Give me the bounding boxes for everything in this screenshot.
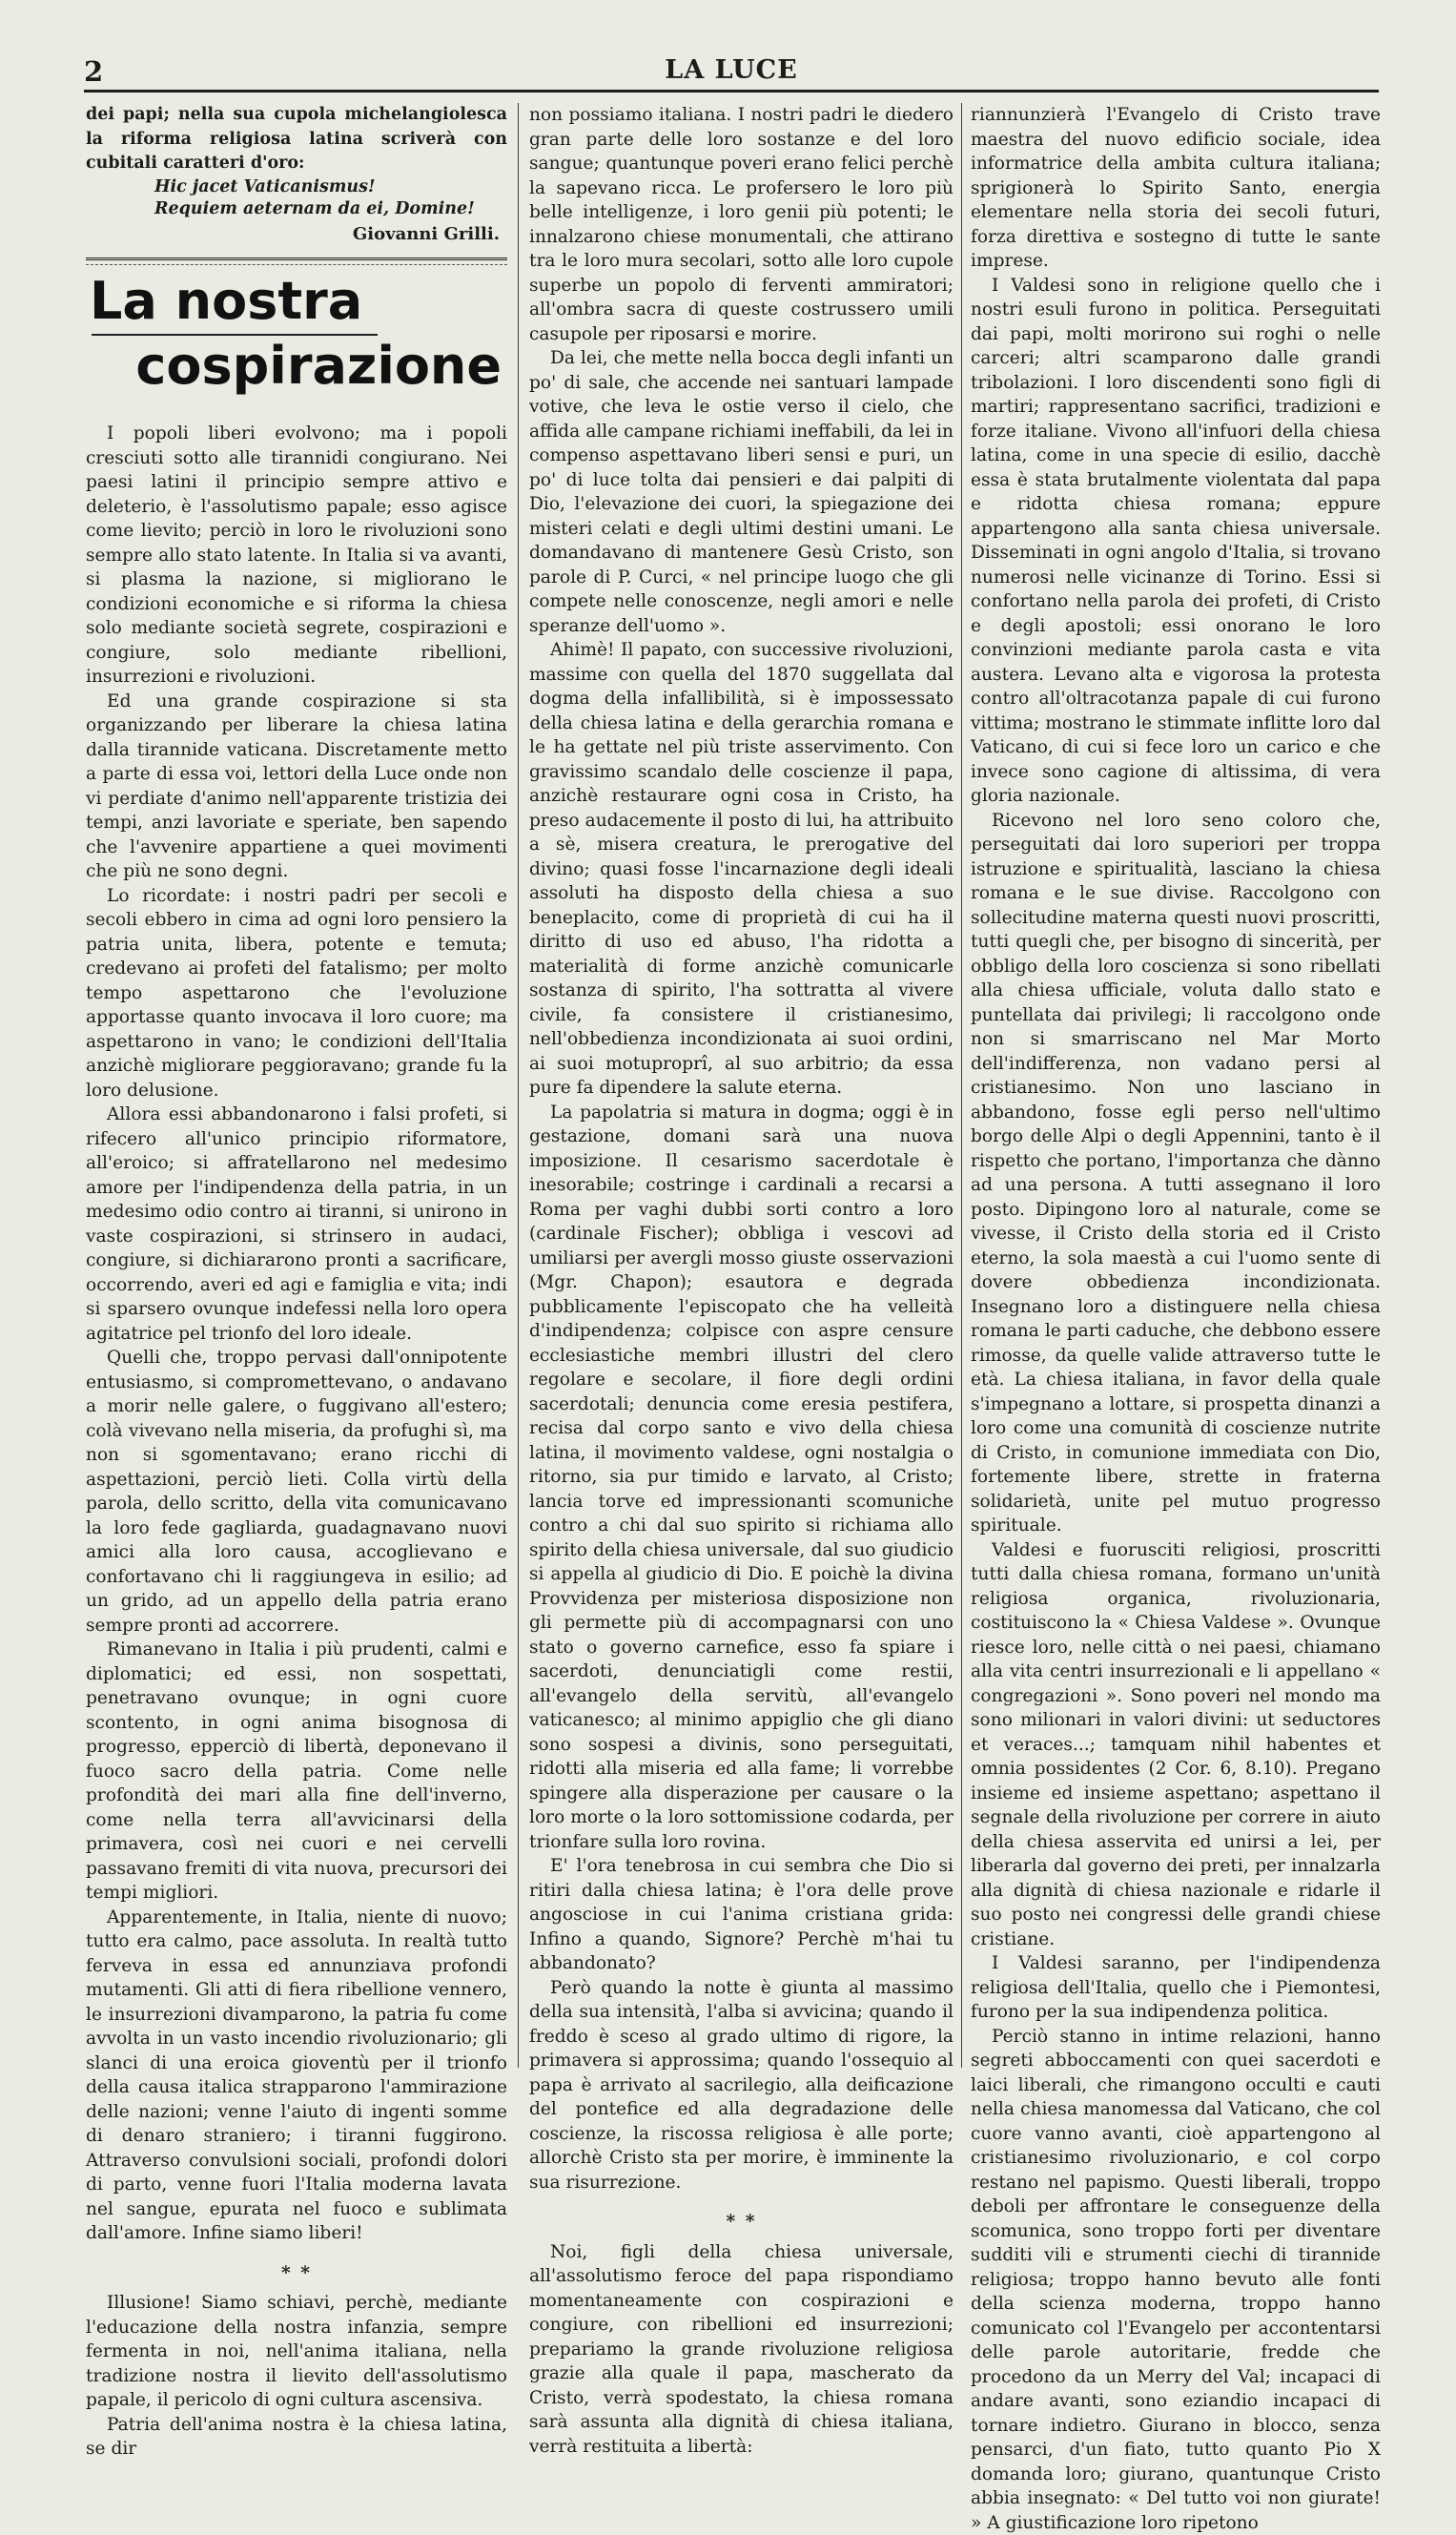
latin-epitaph-line: Hic jacet Vaticanismus! [86,176,507,198]
article-paragraph: Illusione! Siamo schiavi, perchè, mediante l'educazione della nostra infanzia, sempre fermenta in noi, nell'anima italiana, nella tradizione nostra il lievito dell'assolutismo papale, il pericolo di ogni cultura ascensiva. [86,2291,507,2413]
article-title-line: cospirazione [86,336,507,397]
article-paragraph: I Valdesi sono in religione quello che i nostri esuli furono in politica. Perseguitati dai papi, molti morirono sui roghi o nelle carceri; altri scamparono dalle grandi tribolazioni. I loro discendenti sono figli di martiri; rappresentano sacrifici, tradizioni e forze italiane. Vivono all'infuori della chiesa latina, come in una specie di esilio, dacchè essa è stata brutalmente violentata dal papa e ridotta chiesa romana; eppure appartengono alla santa chiesa universale. Disseminati in ogni angolo d'Italia, si trovano numerosi nelle vicinanze di Torino. Essi si confortano nella parola dei profeti, di Cristo e degli apostoli; essi onorano le loro convinzioni mediante parola casta e vita austera. Levano alta e vigorosa la protesta contro all'oltracotanza papale di cui furono vittima; mostrano le stimmate inflitte loro dal Vaticano, di cui si fece loro un carico e che invece sono cagione di altissima, di vera gloria nazionale. [971,274,1381,809]
article-paragraph: Ed una grande cospirazione si sta organizzando per liberare la chiesa latina dalla tirannide vaticana. Discretamente metto a parte di essa voi, lettori della Luce onde non vi perdiate d'animo nell'apparente tristizia dei tempi, anzi lavoriate e speriate, ben sapendo che l'avvenire appartiene a quei movimenti che più ne sono degni. [86,690,507,884]
column-divider [518,103,519,2068]
article-paragraph: Perciò stanno in intime relazioni, hanno segreti abboccamenti con quei sacerdoti e laici liberali, che rimangono occulti e cauti nella chiesa manomessa dal Vaticano, che col cuore vanno avanti, cioè appartengono al cristianesimo rivoluzionario, e col corpo restano nel papismo. Questi liberali, troppo deboli per affrontare le conseguenze della scomunica, sono troppo forti per diventare sudditi vili e strumenti ciechi di tirannide religiosa; troppo hanno bevuto alle fonti della scienza moderna, troppo hanno comunicato col l'Evangelo per accontentarsi delle parole autoritarie, fredde che procedono da un Merry del Val; incapaci di andare avanti, sono eziandio incapaci di tornare indietro. Giurano in blocco, senza pensarci, d'un fiato, tutto quanto Pio X domanda loro; giurano, quantunque Cristo abbia insegnato: « Del tutto voi non giurate! » A giustificazione loro ripetono [971,2025,1381,2535]
article-paragraph: Apparentemente, in Italia, niente di nuovo; tutto era calmo, pace assoluta. In realtà tutto ferveva in essa ed annunziava profondi mutamenti. Gli atti di fiera ribellione vennero, le insurrezioni divamparono, la patria fu come avvolta in un vasto incendio rivoluzionario; gli slanci di una eroica gioventù per il trionfo della causa italica strapparono l'ammirazione delle nazioni; venne l'aiuto di ingenti somme di denaro straniero; i tiranni fuggirono. Attraverso convulsioni sociali, profondi dolori di parto, venne fuori l'Italia moderna lavata nel sangue, epurata nel fuoco e sublimata dall'amore. Infine siamo liberi! [86,1906,507,2246]
previous-article-ending: dei papi; nella sua cupola michelangiolesca la riforma religiosa latina scriverà con cubitali caratteri d'oro: [86,103,507,176]
article-paragraph: Però quando la notte è giunta al massimo della sua intensità, l'alba si avvicina; quando il freddo è sceso al grado ultimo di rigore, la primavera si approssima; quando l'ossequio al papa è arrivato al sacrilegio, alla deificazione del pontefice ed alla degradazione delle coscienze, la riscossa religiosa è alle porte; allorchè Cristo sta per morire, è imminente la sua risurrezione. [529,1976,954,2195]
article-paragraph: Allora essi abbandonarono i falsi profeti, si rifecero all'unico principio riformatore, all'eroico; si affratellarono nel medesimo amore per l'indipendenza della patria, in un medesimo odio contro ai tiranni, si unirono in vaste cospirazioni, si strinsero in audaci, congiure, si dichiararono pronti a sacrificare, occorrendo, averi ed agi e famiglia e vita; indi si sparsero ovunque indefessi nella loro opera agitatrice pel trionfo del loro ideale. [86,1103,507,1346]
article-paragraph: non possiamo italiana. I nostri padri le diedero gran parte delle loro sostanze e del loro sangue; quantunque poveri erano felici perchè la sapevano ricca. Le profersero le loro più belle intelligenze, i loro genii più potenti; le innalzarono chiese monumentali, che attirano tra le loro mura secolari, sotto alle loro cupole superbe un popolo di ferventi ammiratori; all'ombra sacra di queste costrussero umili casupole per riposarsi e morire. [529,103,954,346]
article-title-line: La nostra [86,271,507,332]
header-rule [84,90,1379,93]
article-title [86,271,507,397]
section-asterism: * * [529,2210,954,2235]
page-number: 2 [84,55,103,88]
article-paragraph: I Valdesi saranno, per l'indipendenza religiosa dell'Italia, quello che i Piemontesi, furono per la sua indipendenza politica. [971,1951,1381,2025]
column-2 [529,103,954,2068]
column-divider [961,103,962,2068]
article-paragraph: riannunzierà l'Evangelo di Cristo trave maestra del nuovo edificio sociale, idea informatrice della ambita cultura italiana; sprigionerà lo Spirito Santo, energia elementare nella storia dei secoli futuri, forza direttiva e sostegno di tutte le sante imprese. [971,103,1381,274]
article-paragraph: Lo ricordate: i nostri padri per secoli e secoli ebbero in cima ad ogni loro pensiero la patria unita, libera, potente e temuta; credevano ai profeti del fatalismo; per molto tempo aspettarono che l'evoluzione apportasse quanto invocava il loro cuore; ma aspettarono in vano; le condizioni dell'Italia anzichè migliorare peggioravano; grande fu la loro delusione. [86,884,507,1103]
column-3 [971,103,1381,2068]
column-1 [86,103,507,2068]
author-signature: Giovanni Grilli. [86,222,507,247]
masthead: LA LUCE [84,55,1379,85]
latin-epitaph-line: Requiem aeternam da ei, Domine! [86,198,507,220]
article-paragraph: I popoli liberi evolvono; ma i popoli cresciuti sotto alle tirannidi congiurano. Nei paesi latini il principio sempre attivo e deleterio, è l'assolutismo papale; esso agisce come lievito; perciò in loro le rivoluzioni sono sempre allo stato latente. In Italia si va avanti, si plasma la nazione, si migliorano le condizioni economiche e si riforma la chiesa solo mediante società segrete, cospirazioni e congiure, solo mediante ribellioni, insurrezioni e rivoluzioni. [86,422,507,690]
article-paragraph: Valdesi e fuorusciti religiosi, proscritti tutti dalla chiesa romana, formano un'unità religiosa organica, rivoluzionaria, costituiscono la « Chiesa Valdese ». Ovunque riesce loro, nelle città o nei paesi, chiamano alla vita centri insurrezionali e li appellano « congregazioni ». Sono poveri nel mondo ma sono milionari in valori divini: ut seductores et veraces...; tamquam nihil habentes et omnia possidentes (2 Cor. 6, 8.10). Pregano insieme ed insieme aspettano; aspettano il segnale della rivoluzione per correre in aiuto della chiesa asservita ed unirsi a lei, per liberarla dal governo dei preti, per innalzarla alla dignità di chiesa nazionale e ridarle il suo posto nei congressi delle grandi chiese cristiane. [971,1538,1381,1952]
article-paragraph: Quelli che, troppo pervasi dall'onnipotente entusiasmo, si compromettevano, o andavano a morir nelle galere, o fuggivano all'estero; colà vivevano nella miseria, da profughi sì, ma non si sgomentavano; erano ricchi di aspettazioni, perciò lieti. Colla virtù della parola, dello scritto, della vita comunicavano la loro fede gagliarda, guadagnavano nuovi amici alla loro causa, accoglievano e confortavano chi li raggiungeva in esilio; ad un grido, ad un appello della patria erano sempre pronti ad accorrere. [86,1346,507,1638]
article-paragraph: Rimanevano in Italia i più prudenti, calmi e diplomatici; ed essi, non sospettati, penetravano ovunque; in ogni cuore scontento, in ogni anima bisognosa di progresso, epperciò di libertà, deponevano il fuoco sacro della patria. Come nelle profondità dei mari alla fine dell'inverno, come nella terra all'avvicinarsi della primavera, così nei cuori e nei cervelli passavano fremiti di vita nuova, precursori dei tempi migliori. [86,1638,507,1906]
article-paragraph: Ricevono nel loro seno coloro che, perseguitati dai loro superiori per troppa istruzione e spiritualità, lasciano la chiesa romana e le sue divise. Raccolgono con sollecitudine materna questi nuovi proscritti, tutti quegli che, per bisogno di sincerità, per obbligo della loro coscienza si sono ribellati alla chiesa ufficiale, voluta dallo stato e puntellata dai privilegi; li raccolgono onde non si smarriscano nel Mar Morto dell'indifferenza, non vadano persi al cristianesimo. Non uno lasciano in abbandono, fosse egli perso nell'ultimo borgo delle Alpi o degli Appennini, tanto è il rispetto che portano, l'importanza che dànno ad una persona. A tutti assegnano il loro posto. Dipingono loro al naturale, come se vivesse, il Cristo della storia ed il Cristo eterno, la sola maestà a cui l'uomo sente di dovere obbedienza incondizionata. Insegnano loro a distinguere nella chiesa romana le parti caduche, che debbono essere rimosse, da quelle valide attraverso tutte le età. La chiesa italiana, in favor della quale s'impegnano a lottare, si prospetta dinanzi a loro come una comunità di coscienze nutrite di Cristo, in comunione immediata con Dio, fortemente libere, strette in fraterna solidarietà, unite pel mutuo progresso spirituale. [971,809,1381,1538]
article-paragraph: La papolatria si matura in dogma; oggi è in gestazione, domani sarà una nuova imposizione. Il cesarismo sacerdotale è inesorabile; costringe i cardinali a recarsi a Roma per vaghi dubbi sorti contro a loro (cardinale Fischer); obbliga i vescovi ad umiliarsi per avergli mosso giuste osservazioni (Mgr. Chapon); esautora e degrada pubblicamente l'episcopato che ha velleità d'indipendenza; colpisce con aspre censure ecclesiastiche membri illustri del clero regolare e secolare, il fiore degli ordini sacerdotali; denuncia come eresia pestifera, recisa dal corpo santo e vivo della chiesa latina, il movimento valdese, ogni nostalgia o ritorno, sia pur timido e larvato, al Cristo; lancia torve ed impressionanti scomuniche contro a chi dal suo spirito si richiama allo spirito della chiesa universale, dal suo giudicio si appella al giudicio di Dio. E poichè la divina Provvidenza per misteriosa disposizione non gli permette più di accompagnarsi con uno stato o governo carnefice, esso fa spiare i sacerdoti, denunciatigli come restii, all'evangelo della servitù, all'evangelo vaticanesco; al minimo appiglio che gli diano sono sospesi a divinis, sono perseguitati, ridotti alla miseria ed alla fame; li vorrebbe spingere alla disperazione per causare o la loro morte o la loro sottomissione codarda, per trionfare sulla loro rovina. [529,1101,954,1855]
article-paragraph: Patria dell'anima nostra è la chiesa latina, se dir [86,2413,507,2462]
article-separator [86,258,507,265]
page-header [84,55,1379,93]
article-paragraph: Noi, figli della chiesa universale, all'assolutismo feroce del papa rispondiamo momentaneamente con cospirazioni e congiure, con ribellioni ed insurrezioni; prepariamo la grande rivoluzione religiosa grazie alla quale il papa, mascherato da Cristo, verrà spodestato, la chiesa romana sarà assunta alla dignità di chiesa italiana, verrà restituita a libertà: [529,2240,954,2460]
article-paragraph: Ahimè! Il papato, con successive rivoluzioni, massime con quella del 1870 suggellata dal dogma della infallibilità, si è impossessato della chiesa latina e della gerarchia romana e le ha gettate nel più triste asservimento. Con gravissimo scandalo delle coscienze il papa, anzichè restaurare ogni cosa in Cristo, ha preso audacemente il posto di lui, ha attribuito a sè, misera creatura, le prerogative del divino; quasi fosse l'incarnazione degli ideali assoluti ha disposto della chiesa a suo beneplacito, come di proprietà di cui ha il diritto di uso ed abuso, l'ha ridotta a materialità di forme anzichè comunicarle sostanza di spirito, l'ha sottratta al vivere civile, fa consistere il cristianesimo, nell'obbedienza incondizionata ai suoi ordini, ai suoi motuproprî, al suo arbitrio; da essa pure fa dipendere la salute eterna. [529,638,954,1101]
article-paragraph: Da lei, che mette nella bocca degli infanti un po' di sale, che accende nei santuari lampade votive, che leva le ostie verso il cielo, che affida alle campane richiami ineffabili, da lei in compenso aspettavano liberi sensi e puri, un po' di luce tolta dai pensieri e dai palpiti di Dio, l'elevazione dei cuori, la spiegazione dei misteri celati e degli ultimi destini umani. Le domandavano di mantenere Gesù Cristo, son parole di P. Curci, « nel principe luogo che gli compete nelle conoscenze, negli amori e nelle speranze dell'uomo ». [529,346,954,638]
section-asterism: * * [86,2261,507,2286]
article-paragraph: E' l'ora tenebrosa in cui sembra che Dio si ritiri dalla chiesa latina; è l'ora delle prove angosciose in cui l'anima cristiana grida: Infino a quando, Signore? Perchè m'hai tu abbandonato? [529,1854,954,1976]
